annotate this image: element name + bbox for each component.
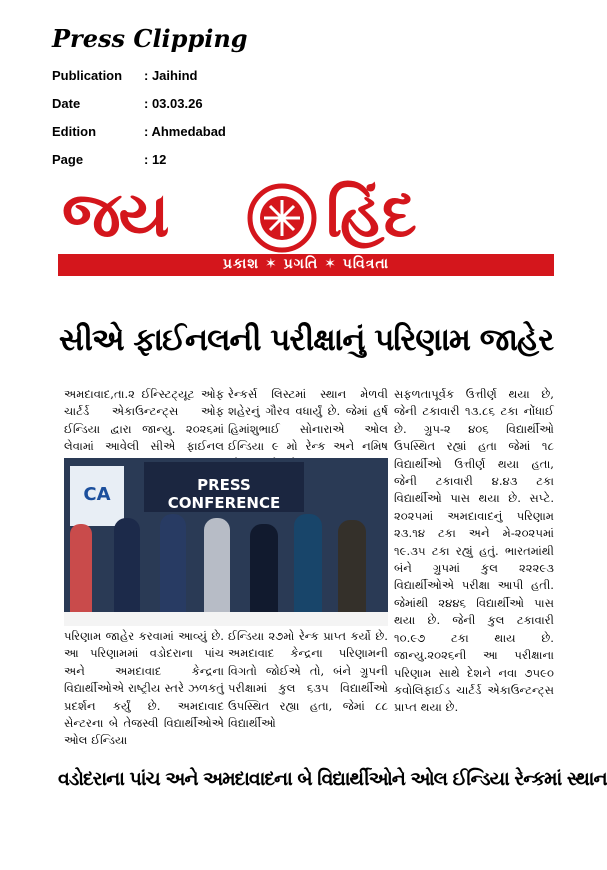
ca-logo-text: CA [83,484,111,505]
page-label: Page [52,152,84,167]
masthead-tagline-bar [58,254,554,276]
article-col1-bottom: પરિણામ જાહેર કરવામાં આવ્યું છે. આ પરિણામમાં વડોદરાના પાંચ અને અમદાવાદ કેન્દ્રના વિદ્યાર્થીઓએ રાષ્ટ્રીય સ્તરે ઝળકતું પ્રદર્શન કર્યું છે. અમદાવાદ સેન્ટરના બે તેજસ્વી વિદ્યાર્થીઓએ ઓલ ઈન્ડિયા [64,629,224,748]
article-col2-bottom: ઈન્ડિયા ૨૭મો રેન્ક પ્રાપ્ત કર્યો છે. અમદાવાદ કેન્દ્રના પરિણામની વિગતો જોઈએ તો, બંને ગ્રુપની પરીક્ષામાં કુલ ૬૩૫ વિદ્યાર્થીઓ ઉપસ્થિત રહ્યા હતા, જેમાં ૮૮ વિદ્યાર્થીઓ [228,629,388,731]
page-value: : 12 [144,152,167,167]
edition-value: : Ahmedabad [144,124,226,139]
person-figure [114,518,140,614]
date-value: : 03.03.26 [144,96,203,111]
masthead-name-right: હિંદ [326,178,415,251]
person-figure [70,524,92,614]
person-figure [338,520,366,614]
press-clipping-title: Press Clipping [52,24,248,53]
masthead [58,180,554,280]
person-figure [160,514,186,614]
ca-logo [70,466,124,526]
person-figure [294,514,322,614]
publication-value: : Jaihind [144,68,198,83]
masthead-tagline: પ્રકાશ ✶ પ્રગતિ ✶ પવિત્રતા [222,256,390,272]
conference-table [64,612,388,626]
article-subheadline: વડોદરાના પાંચ અને અમદાવાદના બે વિદ્યાર્થીઓને ઓલ ઈન્ડિયા રેન્કમાં સ્થાન [58,768,607,790]
press-conference-photo [64,458,388,626]
person-figure [250,524,278,614]
article-col1-top: અમદાવાદ,તા.૨ ઈન્સ્ટિટ્યૂટ ઓફ ચાર્ટર્ડ એકાઉન્ટન્ટ્સ ઓફ ઈન્ડિયા દ્વારા જાન્યુ. ૨૦૨૬માં લેવામાં આવેલી સીએ ફાઈનલ [64,387,224,454]
edition-label: Edition [52,124,97,139]
article-col2-top: રેન્કર્સ લિસ્ટમાં સ્થાન મેળવી શહેરનું ગૌરવ વધાર્યું છે. જેમાં હર્ષ હિમાંશુભાઈ સોનારાએ ઓલ ઈન્ડિયા ૯ મો રેન્ક અને નમિષ [228,387,388,454]
masthead-emblem [244,182,320,254]
article-col3: સફળતાપૂર્વક ઉત્તીર્ણ થયા છે, જેની ટકાવારી ૧૩.૮૬ ટકા નોંધાઈ છે. ગ્રુપ-૨ ૪૦૬ વિદ્યાર્થીઓ ઉપસ્થિત રહ્યાં હતા જેમાં ૧૮ વિદ્યાર્થીઓ ઉત્તીર્ણ થયા હતા, જેની ટકાવારી ૪.૪૩ ટકા વિદ્યાર્થીઓ પાસ થયા છે. સપ્ટે. ૨૦૨૫માં અમદાવાદનું પરિણામ ૨૩.૧૪ ટકા અને મે-૨૦૨૫માં ૧૯.૩૫ ટકા રહ્યું હતું. ભારતમાંથી બંને ગ્રુપમાં કુલ ૨૨૨૯૩ વિદ્યાર્થીઓએ પરીક્ષા આપી હતી. જેમાંથી ૨૪૪૬ વિદ્યાર્થીઓ પાસ થયા છે. જેની કુલ ટકાવારી ૧૦.૯૭ ટકા થાય છે. જાન્યુ.૨૦૨૬ની આ પરીક્ષાના પરિણામ સાથે દેશને નવા ૭૫૯૦ કવોલિફાઈડ ચાર્ટર્ડ એકાઉન્ટન્ટ્સ પ્રાપ્ત થયા છે. [394,387,554,715]
photo-banner [144,462,304,512]
article-headline: સીએ ફાઈનલની પરીક્ષાનું પરિણામ જાહેર [58,322,554,358]
photo-banner-text: PRESS CONFERENCE [167,476,281,512]
masthead-name-left: જય [62,178,168,251]
date-label: Date [52,96,81,111]
newspaper-clipping [48,172,607,812]
person-figure [204,518,230,614]
publication-label: Publication [52,68,123,83]
